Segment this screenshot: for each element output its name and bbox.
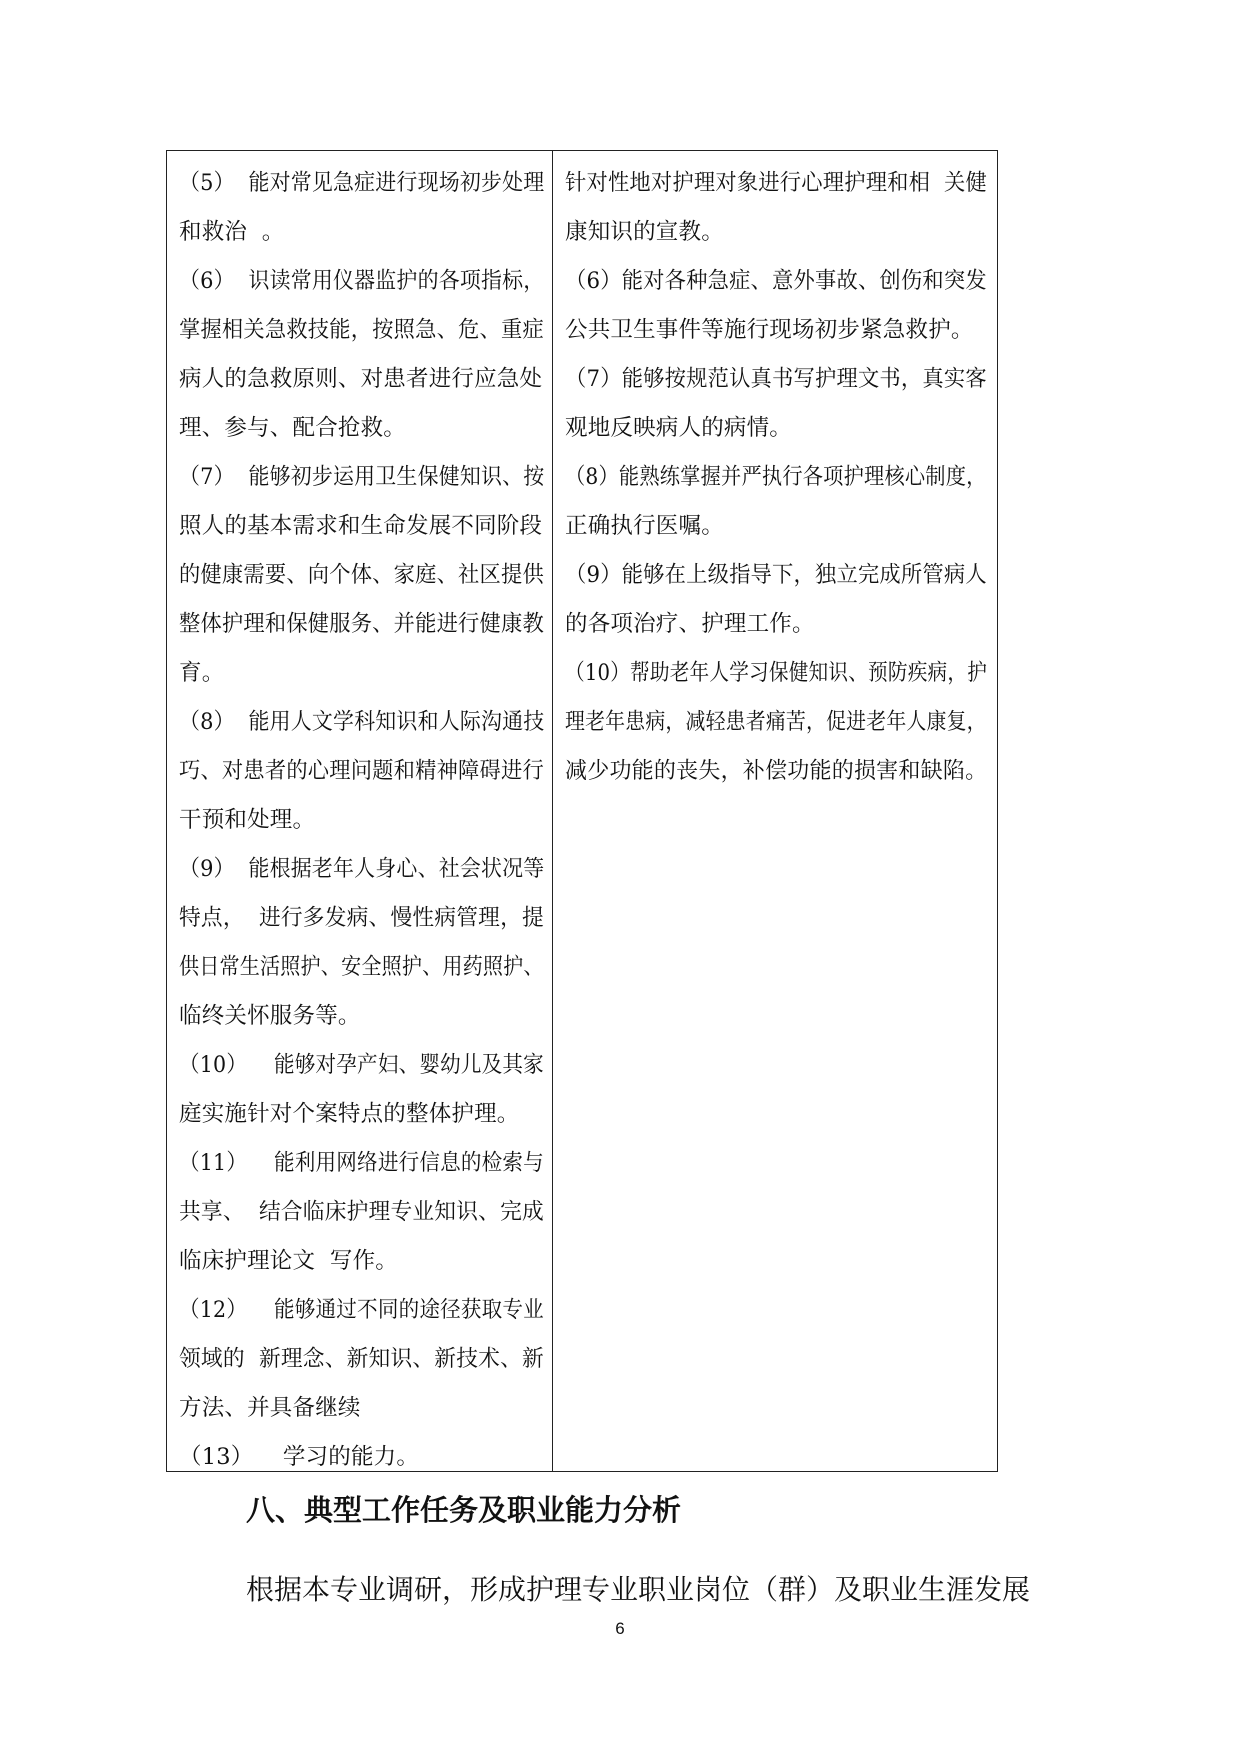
table-line: 理、参与、配合抢救。 bbox=[179, 415, 407, 441]
table-line: 公共卫生事件等施行现场初步紧急救护。 bbox=[565, 317, 974, 343]
table-line: 和救治 。 bbox=[179, 219, 285, 245]
table-line: 育。 bbox=[179, 660, 225, 686]
table-line: （6） 识读常用仪器监护的各项指标， bbox=[179, 268, 545, 294]
table-line: 临终关怀服务等。 bbox=[179, 1003, 361, 1029]
table-line: 庭实施针对个案特点的整体护理。 bbox=[179, 1101, 520, 1127]
table-line: 特点， 进行多发病、慢性病管理，提 bbox=[179, 905, 544, 931]
table-right-column bbox=[553, 151, 997, 1471]
table-line: （7） 能够初步运用卫生保健知识、按 bbox=[179, 464, 545, 490]
table-line: （8） 能用人文学科知识和人际沟通技 bbox=[179, 709, 545, 735]
competency-table bbox=[166, 150, 998, 1472]
table-line: （9）能够在上级指导下，独立完成所管病人 bbox=[565, 562, 987, 588]
table-line: 理老年患病，减轻患者痛苦，促进老年人康复， bbox=[565, 709, 987, 735]
section-heading: 八、典型工作任务及职业能力分析 bbox=[246, 1493, 682, 1527]
table-line: 正确执行医嘱。 bbox=[565, 513, 724, 539]
table-line: （10） 能够对孕产妇、婴幼儿及其家 bbox=[179, 1052, 544, 1078]
table-line: 的各项治疗、护理工作。 bbox=[565, 611, 815, 637]
table-line: （6）能对各种急症、意外事故、创伤和突发 bbox=[565, 268, 987, 294]
table-line: 整体护理和保健服务、并能进行健康教 bbox=[179, 611, 544, 637]
table-line: （13） 学习的能力。 bbox=[179, 1444, 420, 1470]
section-paragraph: 根据本专业调研，形成护理专业职业岗位（群）及职业生涯发展 bbox=[246, 1573, 1031, 1606]
table-line: 方法、并具备继续 bbox=[179, 1395, 361, 1421]
table-line: 领域的 新理念、新知识、新技术、新 bbox=[179, 1346, 544, 1372]
table-line: 的健康需要、向个体、家庭、社区提供 bbox=[179, 562, 544, 588]
table-line: 巧、对患者的心理问题和精神障碍进行 bbox=[179, 758, 544, 784]
table-line: 共享、 结合临床护理专业知识、完成 bbox=[179, 1199, 544, 1225]
table-line: 照人的基本需求和生命发展不同阶段 bbox=[179, 513, 543, 539]
table-line: 针对性地对护理对象进行心理护理和相 关健 bbox=[565, 170, 988, 196]
table-line: （10）帮助老年人学习保健知识、预防疾病，护 bbox=[565, 660, 988, 686]
table-line: （5） 能对常见急症进行现场初步处理 bbox=[179, 170, 545, 196]
table-line: 病人的急救原则、对患者进行应急处 bbox=[179, 366, 543, 392]
table-line: 减少功能的丧失，补偿功能的损害和缺陷。 bbox=[565, 758, 988, 784]
table-line: 干预和处理。 bbox=[179, 807, 316, 833]
table-line: 供日常生活照护、安全照护、用药照护、 bbox=[179, 954, 544, 980]
table-line: 观地反映病人的病情。 bbox=[565, 415, 793, 441]
page-number: 6 bbox=[615, 1619, 625, 1638]
table-line: 康知识的宣教。 bbox=[565, 219, 724, 245]
table-line: （11） 能利用网络进行信息的检索与 bbox=[179, 1150, 544, 1176]
table-line: 掌握相关急救技能，按照急、危、重症 bbox=[179, 317, 544, 343]
table-line: （8）能熟练掌握并严执行各项护理核心制度， bbox=[565, 464, 987, 490]
table-line: （9） 能根据老年人身心、社会状况等 bbox=[179, 856, 545, 882]
table-left-column bbox=[167, 151, 553, 1471]
table-line: （12） 能够通过不同的途径获取专业 bbox=[179, 1297, 544, 1323]
table-line: （7）能够按规范认真书写护理文书，真实客 bbox=[565, 366, 987, 392]
table-line: 临床护理论文 写作。 bbox=[179, 1248, 399, 1274]
